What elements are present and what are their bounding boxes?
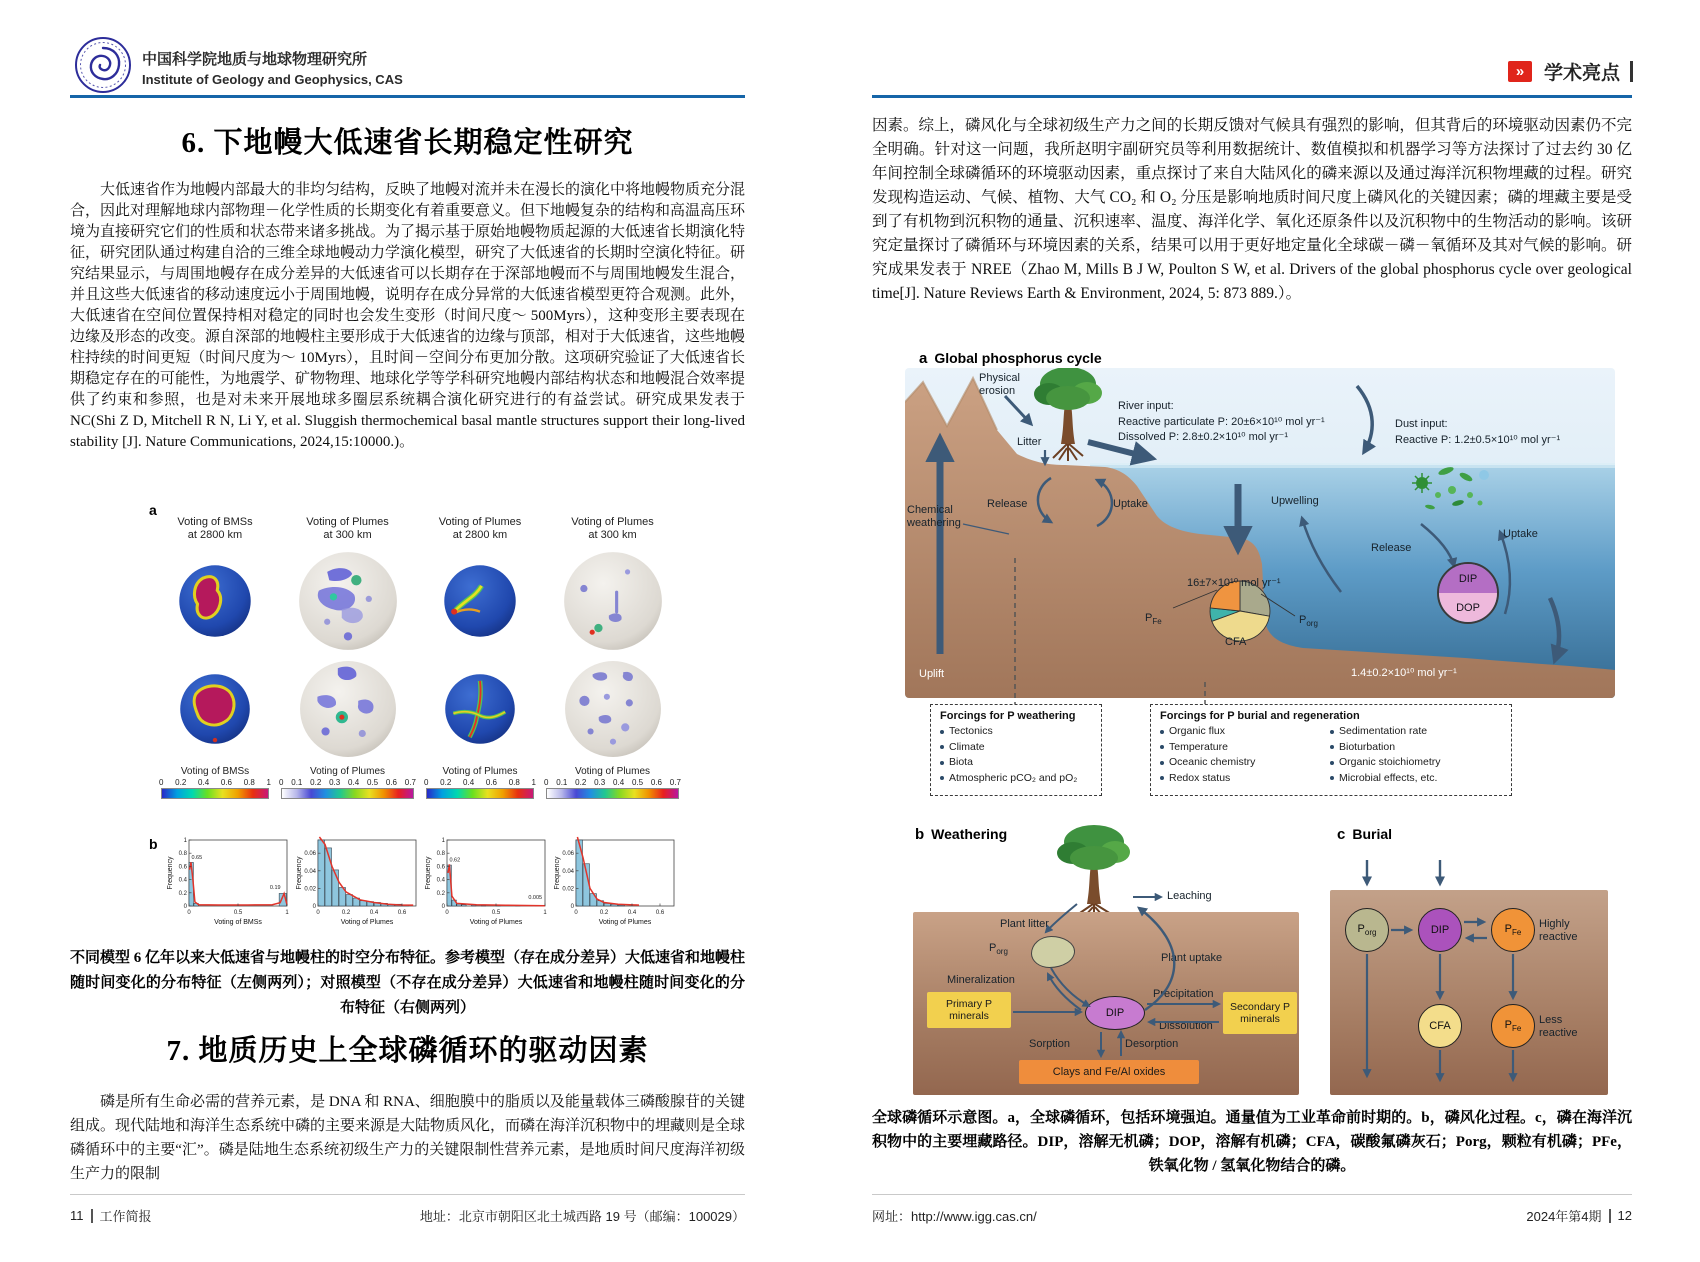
- svg-text:0: 0: [187, 910, 191, 916]
- chemical-weathering-label-1: Chemical: [907, 504, 953, 516]
- physical-erosion-label: Physical erosion: [979, 372, 1020, 397]
- svg-text:0.4: 0.4: [369, 910, 379, 916]
- figure6-columns: [155, 516, 685, 799]
- svg-text:0.04: 0.04: [562, 868, 574, 875]
- globe-plumes300-ctl: [561, 549, 665, 653]
- page-number-right: 12: [1617, 1208, 1632, 1223]
- svg-text:0.6: 0.6: [655, 910, 665, 916]
- svg-text:0.6: 0.6: [397, 910, 407, 916]
- forcings-weathering-box: [930, 704, 1102, 796]
- section6-title: 6. 下地幔大低速省长期稳定性研究: [181, 127, 634, 159]
- forcings-burial-col1: [1160, 724, 1330, 786]
- svg-text:Voting of BMSs: Voting of BMSs: [214, 919, 262, 926]
- svg-text:0.06: 0.06: [304, 851, 316, 858]
- uptake-ocean-label: Uptake: [1503, 528, 1538, 540]
- panel-a-title: a Global phosphorus cycle: [919, 350, 1102, 367]
- figure6-panel-a-tag: a: [149, 502, 157, 518]
- plant-litter-label: Plant litter: [1000, 918, 1049, 930]
- desorption-label: Desorption: [1125, 1038, 1179, 1050]
- dip-dop-pool: [1437, 562, 1499, 624]
- svg-text:0.4: 0.4: [627, 910, 637, 916]
- globe-plumes300-ref: [296, 549, 400, 653]
- svg-text:0.5: 0.5: [491, 910, 501, 916]
- pie-cfa-label: CFA: [1225, 636, 1247, 648]
- svg-text:1: 1: [285, 910, 289, 916]
- release-ocean-label: Release: [1371, 542, 1412, 554]
- section-label: 学术亮点: [1544, 63, 1621, 84]
- colorbar-2: Voting of Plumes 0 0.1 0.2 0.3 0.4 0.5 0.6 0.7: [275, 766, 420, 799]
- svg-text:0.02: 0.02: [304, 886, 316, 893]
- figure6-histograms: [149, 836, 689, 930]
- footer-divider: [91, 1209, 93, 1223]
- river-dissolved-label: Dissolved P: 2.8±0.2×10¹⁰ mol yr⁻¹: [1118, 431, 1289, 443]
- leaching-label: Leaching: [1167, 890, 1212, 902]
- org-name-block: [142, 48, 403, 87]
- porg-label-b: $P_{org}$: [989, 942, 1008, 957]
- forcing-item: Organic stoichiometry: [1330, 755, 1502, 771]
- colorbar-3: Voting of Plumes 0 0.2 0.4 0.6 0.8 1: [420, 766, 540, 799]
- river-input-label: River input:: [1118, 400, 1174, 412]
- panel-c-title: c Burial: [1337, 826, 1393, 843]
- tree-icon-weathering: [1043, 822, 1143, 916]
- address-label: 地址：北京市朝阳区北土城西路 19 号（邮编：100029）: [419, 1209, 745, 1224]
- forcings-burial-title: Forcings for P burial and regeneration: [1160, 710, 1360, 722]
- panel-b-title: b Weathering: [915, 826, 1008, 843]
- svg-text:0: 0: [574, 910, 578, 916]
- section7-body: 磷是所有生命必需的营养元素，是 DNA 和 RNA、细胞膜中的脂质以及能量载体三磷酸腺苷的关键组成。现代陆地和海洋生态系统中磷的主要来源是大陆物质风化，而磷在海洋沉积物中的埋藏则是全球磷循环中的主要“汇”。磷是陆地生态系统初级生产力的关键限制性营养元素，是地质时间尺度海洋初级生产力的限制: [70, 1094, 746, 1182]
- forcing-item: Oceanic chemistry: [1160, 755, 1330, 771]
- svg-text:0.4: 0.4: [436, 877, 445, 884]
- svg-text:1: 1: [543, 910, 547, 916]
- upwelling-label: Upwelling: [1271, 495, 1319, 507]
- footer-left: [70, 1206, 745, 1225]
- primary-p-minerals-box: Primary P minerals: [927, 992, 1011, 1028]
- forcings-burial-box: [1150, 704, 1512, 796]
- svg-text:0.65: 0.65: [191, 854, 203, 861]
- svg-text:0.4: 0.4: [178, 877, 187, 884]
- figure-column-2: [275, 516, 420, 799]
- svg-text:Voting of Plumes: Voting of Plumes: [598, 919, 652, 926]
- chevron-badge-icon: »: [1508, 61, 1532, 82]
- svg-text:0.6: 0.6: [436, 864, 445, 871]
- forcing-item: Temperature: [1160, 740, 1330, 756]
- section7-title: 7. 地质历史上全球磷循环的驱动因素: [166, 1035, 649, 1067]
- globe-plumes2800-ctl: [442, 563, 518, 639]
- svg-text:0.8: 0.8: [436, 851, 445, 858]
- histogram-plumes-ref: [294, 836, 423, 930]
- svg-text:1: 1: [441, 838, 445, 844]
- globe-plumes300-ctl-2: [562, 658, 664, 760]
- histogram-plumes-ctl: [552, 836, 681, 930]
- svg-text:0.02: 0.02: [562, 886, 574, 893]
- org-name-cn: 中国科学院地质与地球物理研究所: [142, 51, 368, 68]
- footer-rule-right: [872, 1194, 1632, 1195]
- svg-text:0.62: 0.62: [449, 857, 461, 864]
- page-number-left: 11: [70, 1208, 84, 1223]
- chemical-weathering-label-2: weathering: [907, 517, 961, 529]
- svg-text:Frequency: Frequency: [554, 856, 561, 890]
- forcing-item: Biota: [940, 755, 1092, 771]
- column-title: Voting of BMSs at 2800 km: [177, 516, 253, 541]
- forcing-item: Sedimentation rate: [1330, 724, 1502, 740]
- phosphorus-diagram: [905, 352, 1615, 1095]
- burial-flux-label: 16±7×10¹⁰ mol yr⁻¹: [1187, 577, 1281, 589]
- clays-oxides-box: Clays and Fe/Al oxides: [1019, 1060, 1199, 1084]
- dop-label: DOP: [1439, 593, 1497, 622]
- pie-pfe-label: $P_{Fe}$: [1145, 612, 1162, 627]
- secondary-p-minerals-box: Secondary P minerals: [1223, 992, 1297, 1034]
- svg-text:0.8: 0.8: [178, 851, 187, 858]
- cfa-circle: CFA: [1418, 1004, 1462, 1048]
- figure6-panel-b-tag: b: [149, 836, 158, 852]
- forcing-item: Bioturbation: [1330, 740, 1502, 756]
- figure6-caption: 不同模型 6 亿年以来大低速省与地幔柱的时空分布特征。参考模型（存在成分差异）大低速省和地幔柱随时间变化的分布特征（左侧两列）；对照模型（不存在成分差异）大低速省和地幔柱随时间变化的分布特征（右侧两列）: [70, 950, 746, 1016]
- svg-text:0: 0: [441, 904, 445, 910]
- svg-text:0: 0: [570, 904, 574, 910]
- org-name-en: Institute of Geology and Geophysics, CAS: [142, 72, 403, 87]
- less-reactive-label: Less reactive: [1539, 1014, 1578, 1039]
- pfe-circle: $P_{Fe}$: [1491, 908, 1535, 952]
- svg-text:Frequency: Frequency: [425, 856, 432, 890]
- bottom-flux-label: 1.4±0.2×10¹⁰ mol yr⁻¹: [1351, 667, 1457, 679]
- dust-reactive-label: Reactive P: 1.2±0.5×10¹⁰ mol yr⁻¹: [1395, 434, 1561, 446]
- forcing-item: Organic flux: [1160, 724, 1330, 740]
- svg-text:0.5: 0.5: [233, 910, 243, 916]
- histogram-bms-ref: [165, 836, 294, 930]
- svg-text:0: 0: [312, 904, 316, 910]
- forcings-burial-col2: [1330, 724, 1502, 786]
- figure-column-1: [155, 516, 275, 799]
- svg-text:0.19: 0.19: [269, 885, 281, 892]
- porg-circle: $P_{org}$: [1345, 908, 1389, 952]
- globe-plumes2800-ctl-2: [443, 672, 517, 746]
- precipitation-label: Precipitation: [1153, 988, 1214, 1000]
- brand-label: 工作简报: [99, 1209, 152, 1224]
- forcing-item: Tectonics: [940, 724, 1092, 740]
- svg-text:Frequency: Frequency: [296, 856, 303, 890]
- burial-pie-chart: [1210, 581, 1270, 641]
- uplift-label: Uplift: [919, 668, 945, 680]
- mineralization-label: Mineralization: [947, 974, 1015, 986]
- release-land-label: Release: [987, 498, 1028, 510]
- dip-label: DIP: [1439, 564, 1497, 593]
- figure6: [149, 500, 685, 799]
- column-title: Voting of Plumes at 2800 km: [438, 516, 522, 541]
- forcing-item: Climate: [940, 740, 1092, 756]
- pie-porg-label: $P_{org}$: [1299, 614, 1318, 629]
- igg-logo: [74, 36, 132, 94]
- river-particulate-label: Reactive particulate P: 20±6×10¹⁰ mol yr⁻¹: [1118, 416, 1325, 428]
- forcing-item: Atmospheric pCO₂ and pO₂: [940, 771, 1092, 787]
- section-highlight: [1508, 58, 1633, 85]
- section6-body: 大低速省作为地幔内部最大的非均匀结构，反映了地幔对流并未在漫长的演化中将地幔物质充分混合，因此对理解地球内部物理－化学性质的长期变化有着重要意义。但下地幔复杂的结构和高温高压环境为直接研究它们的性质和状态带来诸多挑战。为了揭示基于原始地幔物质起源的大低速省长期演化特征，研究团队通过构建自洽的三维全球地幔动力学演化模型，研究了大低速省的长期时空演化特征。研究结果显示，与周围地幔存在成分差异的大低速省可以长期存在于深部地幔而不与周围地幔发生混合，并且这些大低速省的移动速度远小于周围地幔，说明存在成分异常的大低速省模型更符合观测。此外，大低速省在空间位置保持相对稳定的同时也会发生变形（时间尺度～ 500Myrs），这种变形主要表现在边缘及形态的改变。源自深部的地幔柱主要形成于大低速省的边缘与顶部，相对于大低速省，这些地幔柱持续的时间更短（时间尺度为～ 10Myrs），且时间－空间分布更加分散。这项研究验证了大低速省长期稳定存在的可能性，为地震学、矿物物理、地球化学等学科研究地幔内部结构状态和地幔混合效率提供了约束和参照，也是对未来开展地球多圈层系统耦合演化研究进行的有益尝试。研究成果发表于 NC(Shi Z D, Mitchell R N, Li Y, et al. Sluggish thermochemical basal mantle structures support their long-lived stability [J]. Nature Communications, 2024,15:10000.)。: [70, 182, 746, 450]
- footer-right: [872, 1206, 1632, 1225]
- svg-text:0.2: 0.2: [178, 890, 187, 897]
- svg-text:0: 0: [316, 910, 320, 916]
- pfe2-circle: $P_{Fe}$: [1491, 1004, 1535, 1048]
- footer-divider: [1609, 1209, 1611, 1223]
- dust-input-label: Dust input:: [1395, 418, 1448, 430]
- column-title: Voting of Plumes at 300 km: [571, 516, 654, 541]
- dissolution-label: Dissolution: [1159, 1020, 1213, 1032]
- website-label: 网址：http://www.igg.cas.cn/: [872, 1209, 1037, 1224]
- svg-text:Voting of Plumes: Voting of Plumes: [340, 919, 394, 926]
- forcings-weathering-title: Forcings for P weathering: [940, 710, 1076, 722]
- histogram-bms-ctl: [423, 836, 552, 930]
- globe-bms-ref: [177, 563, 253, 639]
- diagram-caption: 全球磷循环示意图。a，全球磷循环，包括环境强迫。通量值为工业革命前时期的。b，磷风化过程。c，磷在海洋沉积物中的主要埋藏路径。DIP，溶解无机磷；DOP，溶解有机磷；CFA，碳酸氟磷灰石；Porg，颗粒有机磷；PFe，铁氧化物 / 氢氧化物结合的磷。: [872, 1110, 1632, 1174]
- column-title: Voting of Plumes at 300 km: [306, 516, 389, 541]
- highly-reactive-label: Highly reactive: [1539, 918, 1578, 943]
- globe-bms-ref-2: [178, 672, 252, 746]
- colorbar-1: Voting of BMSs 0 0.2 0.4 0.6 0.8 1: [155, 766, 275, 799]
- sorption-label: Sorption: [1029, 1038, 1070, 1050]
- svg-text:Voting of Plumes: Voting of Plumes: [469, 919, 523, 926]
- svg-text:0.005: 0.005: [528, 895, 543, 902]
- svg-text:0.2: 0.2: [341, 910, 351, 916]
- dip-circle: DIP: [1418, 908, 1462, 952]
- litter-label: Litter: [1017, 436, 1042, 448]
- figure-column-3: [420, 516, 540, 799]
- plant-uptake-label: Plant uptake: [1161, 952, 1223, 964]
- svg-text:0: 0: [183, 904, 187, 910]
- svg-text:0.06: 0.06: [562, 851, 574, 858]
- header-rule-left: [70, 95, 745, 98]
- forcing-item: Redox status: [1160, 771, 1330, 787]
- dip-pool-weathering: DIP: [1085, 996, 1145, 1030]
- svg-text:0: 0: [445, 910, 449, 916]
- svg-text:0.2: 0.2: [436, 890, 445, 897]
- forcing-item: Microbial effects, etc.: [1330, 771, 1502, 787]
- forcings-weathering-list: [940, 724, 1092, 786]
- svg-text:1: 1: [183, 838, 187, 844]
- footer-rule-left: [70, 1194, 745, 1195]
- colorbar-4: Voting of Plumes 0 0.1 0.2 0.3 0.4 0.5 0.6 0.7: [540, 766, 685, 799]
- uptake-land-label: Uptake: [1113, 498, 1148, 510]
- figure-column-4: [540, 516, 685, 799]
- issue-label: 2024年第4期: [1526, 1209, 1602, 1224]
- svg-text:0.2: 0.2: [599, 910, 609, 916]
- svg-text:0.6: 0.6: [178, 864, 187, 871]
- section-divider: [1630, 61, 1633, 82]
- svg-text:0.04: 0.04: [304, 868, 316, 875]
- svg-text:Frequency: Frequency: [167, 856, 174, 890]
- section7-body-continued: 因素。综上，磷风化与全球初级生产力之间的长期反馈对气候具有强烈的影响，但其背后的环境驱动因素仍不完全明确。针对这一问题，我所赵明宇副研究员等利用数据统计、数值模拟和机器学习等方法探讨了过去约 30 亿年间控制全球磷循环的环境驱动因素，重点探讨了来自大陆风化的磷来源以及通过海洋沉积物埋藏的过程。研究发现构造运动、气候、植物、大气 CO₂ 和 O₂ 分压是影响地质时间尺度上磷风化的关键因素；磷的埋藏主要是受到了有机物到沉积物的通量、沉积速率、温度、海洋化学、氧化还原条件以及沉积物中的生物活动的影响。该研究定量探讨了磷循环与环境因素的关系，结果可以用于更好地定量化全球碳－磷－氧循环及其对气候的影响。研究成果发表于 NREE（Zhao M, Mills B J W, Poulton S W, et al. Drivers of the global phosphorus cycle over geological time[J]. Nature Reviews Earth & Environment, 2024, 5: 873 889.）。: [872, 117, 1632, 302]
- header-rule-right: [872, 95, 1632, 98]
- globe-plumes300-ref-2: [297, 658, 399, 760]
